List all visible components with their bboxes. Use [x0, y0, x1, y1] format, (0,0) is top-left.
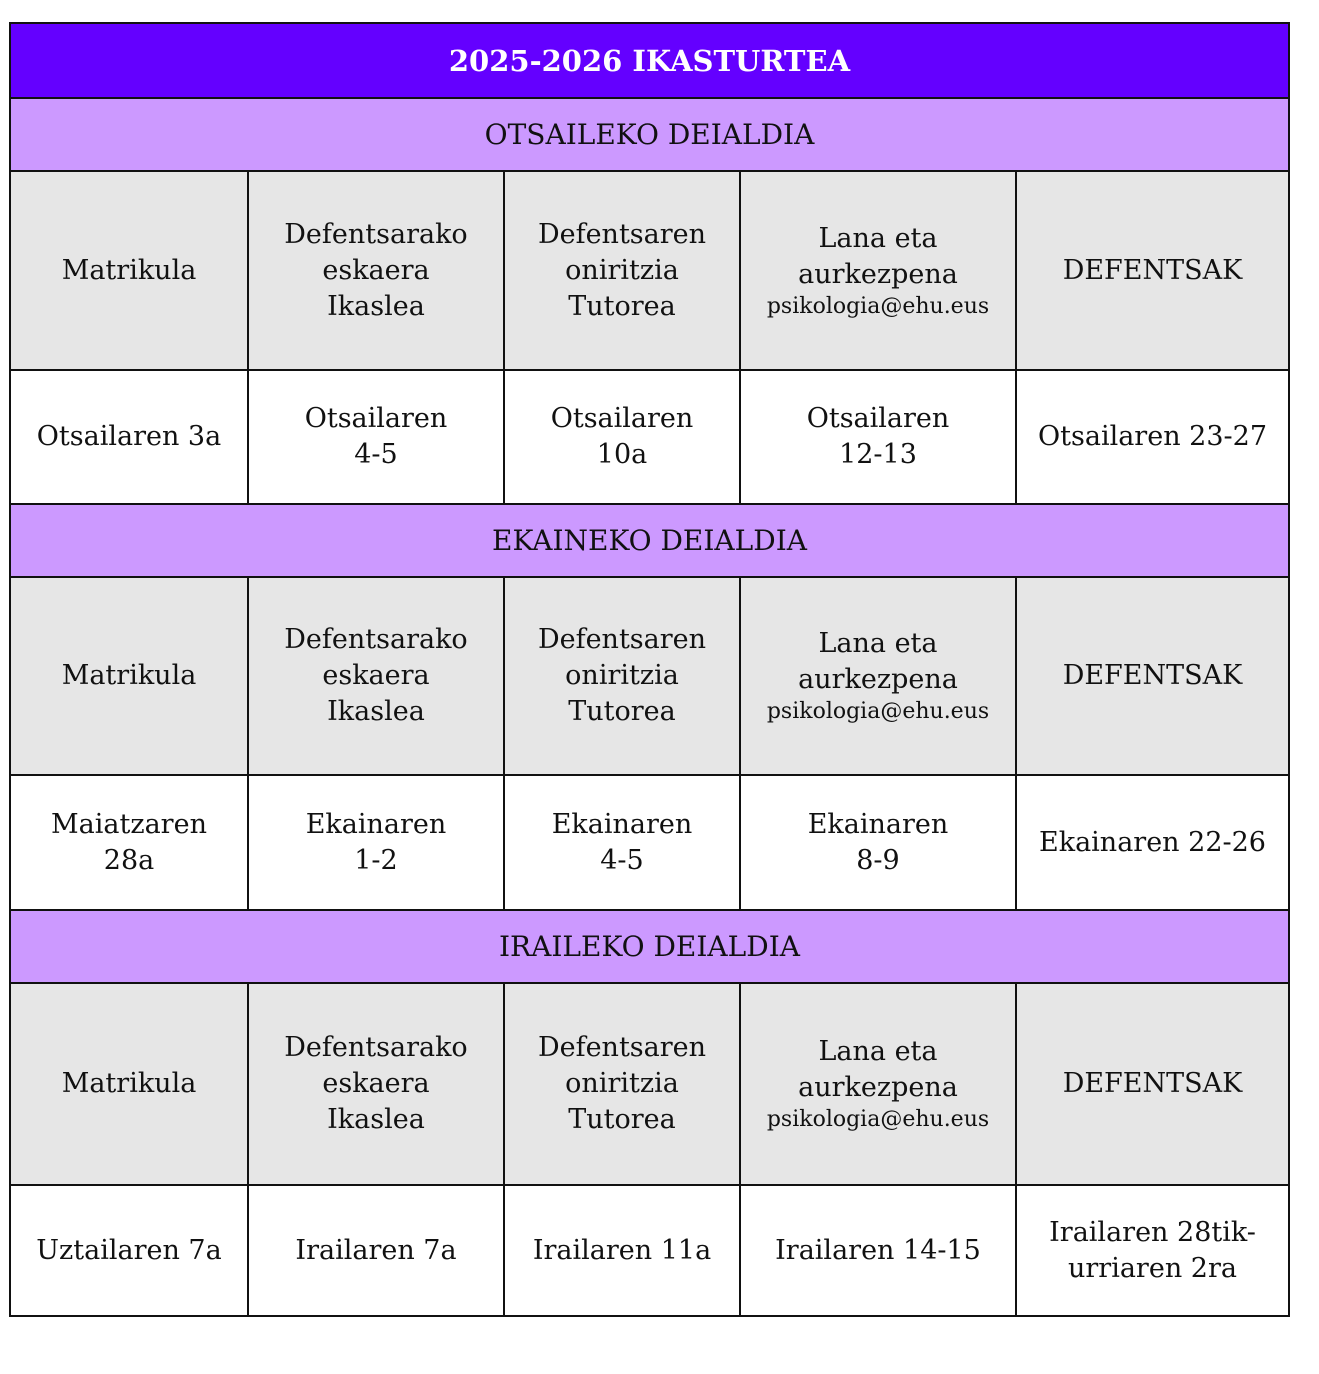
dates-row — [11, 1184, 1288, 1315]
date-cell — [247, 1186, 503, 1315]
header-lana — [739, 172, 1015, 369]
header-label: oniritzia — [565, 660, 679, 691]
date-cell — [739, 1186, 1015, 1315]
date-cell — [247, 776, 503, 909]
date-text: 10a — [596, 439, 648, 470]
header-label: oniritzia — [565, 1068, 679, 1099]
calendar-table — [9, 22, 1290, 1317]
header-label: Matrikula — [61, 254, 197, 286]
section-header — [11, 503, 1288, 576]
header-email: psikologia@ehu.eus — [766, 699, 990, 724]
header-label: Ikaslea — [327, 1104, 425, 1135]
header-matrikula — [11, 578, 247, 774]
date-text: 4-5 — [354, 439, 398, 470]
header-label: DEFENTSAK — [1062, 660, 1243, 691]
header-label: Ikaslea — [327, 696, 425, 727]
date-cell — [1015, 1186, 1288, 1315]
header-label: Defentsarako — [284, 1032, 468, 1063]
header-row — [11, 982, 1288, 1184]
header-oniritzia — [503, 578, 739, 774]
header-email: psikologia@ehu.eus — [766, 293, 990, 319]
header-row — [11, 170, 1288, 369]
date-text: Otsailaren — [304, 403, 448, 434]
header-label: Tutorea — [568, 290, 676, 322]
header-label: eskaera — [322, 254, 430, 286]
header-row — [11, 576, 1288, 774]
date-text: Irailaren 14-15 — [775, 1234, 981, 1266]
header-label: eskaera — [322, 660, 430, 691]
header-label: aurkezpena — [798, 258, 958, 290]
date-cell — [503, 776, 739, 909]
header-label: aurkezpena — [798, 664, 958, 695]
header-eskaera — [247, 984, 503, 1184]
section-header — [11, 909, 1288, 982]
header-label: oniritzia — [565, 254, 679, 286]
date-text: 8-9 — [856, 844, 900, 876]
table-title — [11, 24, 1288, 97]
title-text: 2025-2026 IKASTURTEA — [448, 43, 851, 78]
date-text: Otsailaren 23-27 — [1038, 421, 1267, 452]
header-label: Defentsarako — [284, 218, 468, 250]
header-matrikula — [11, 172, 247, 369]
section-title: IRAILEKO DEIALDIA — [499, 930, 800, 963]
header-label: Defentsarako — [284, 624, 468, 655]
header-matrikula — [11, 984, 247, 1184]
date-text: Ekainaren 22-26 — [1039, 826, 1266, 858]
section-title: EKAINEKO DEIALDIA — [492, 524, 807, 557]
date-text: 12-13 — [839, 439, 917, 470]
header-label: Matrikula — [61, 660, 197, 691]
header-label: Tutorea — [568, 1104, 676, 1135]
section-title: OTSAILEKO DEIALDIA — [484, 118, 815, 151]
date-cell — [739, 371, 1015, 503]
header-label: Ikaslea — [327, 290, 425, 322]
date-cell — [503, 1186, 739, 1315]
date-text: 28a — [103, 844, 155, 876]
header-eskaera — [247, 578, 503, 774]
header-eskaera — [247, 172, 503, 369]
dates-row — [11, 774, 1288, 909]
header-label: Lana eta — [818, 222, 938, 254]
date-cell — [1015, 371, 1288, 503]
date-text: Otsailaren — [806, 403, 950, 434]
date-cell — [11, 776, 247, 909]
header-label: Lana eta — [818, 1036, 938, 1067]
date-cell — [11, 1186, 247, 1315]
header-email: psikologia@ehu.eus — [766, 1107, 990, 1132]
header-label: Tutorea — [568, 696, 676, 727]
section-header — [11, 97, 1288, 170]
date-cell — [1015, 776, 1288, 909]
date-text: Ekainaren — [305, 808, 447, 840]
header-label: Defentsaren — [537, 624, 707, 655]
date-text: 1-2 — [354, 844, 398, 876]
date-text: urriaren 2ra — [1068, 1252, 1237, 1284]
header-lana — [739, 984, 1015, 1184]
date-text: Otsailaren — [550, 403, 694, 434]
date-cell — [503, 371, 739, 503]
date-text: Irailaren 28tik- — [1049, 1216, 1256, 1248]
header-label: aurkezpena — [798, 1072, 958, 1103]
header-oniritzia — [503, 984, 739, 1184]
header-lana — [739, 578, 1015, 774]
date-cell — [11, 371, 247, 503]
header-defentsak — [1015, 984, 1288, 1184]
date-text: Irailaren 7a — [295, 1234, 457, 1266]
date-text: Maiatzaren — [51, 808, 207, 840]
header-label: Defentsaren — [537, 1032, 707, 1063]
date-text: Ekainaren — [551, 808, 693, 840]
header-label: Matrikula — [61, 1068, 197, 1099]
date-cell — [739, 776, 1015, 909]
date-text: Ekainaren — [807, 808, 949, 840]
date-text: Otsailaren 3a — [36, 421, 222, 452]
header-defentsak — [1015, 172, 1288, 369]
header-defentsak — [1015, 578, 1288, 774]
date-text: 4-5 — [600, 844, 644, 876]
header-oniritzia — [503, 172, 739, 369]
date-text: Irailaren 11a — [532, 1234, 712, 1266]
header-label: DEFENTSAK — [1062, 254, 1243, 286]
header-label: Lana eta — [818, 628, 938, 659]
header-label: DEFENTSAK — [1062, 1068, 1243, 1099]
header-label: eskaera — [322, 1068, 430, 1099]
dates-row — [11, 369, 1288, 503]
date-cell — [247, 371, 503, 503]
header-label: Defentsaren — [537, 218, 707, 250]
date-text: Uztailaren 7a — [36, 1234, 222, 1266]
